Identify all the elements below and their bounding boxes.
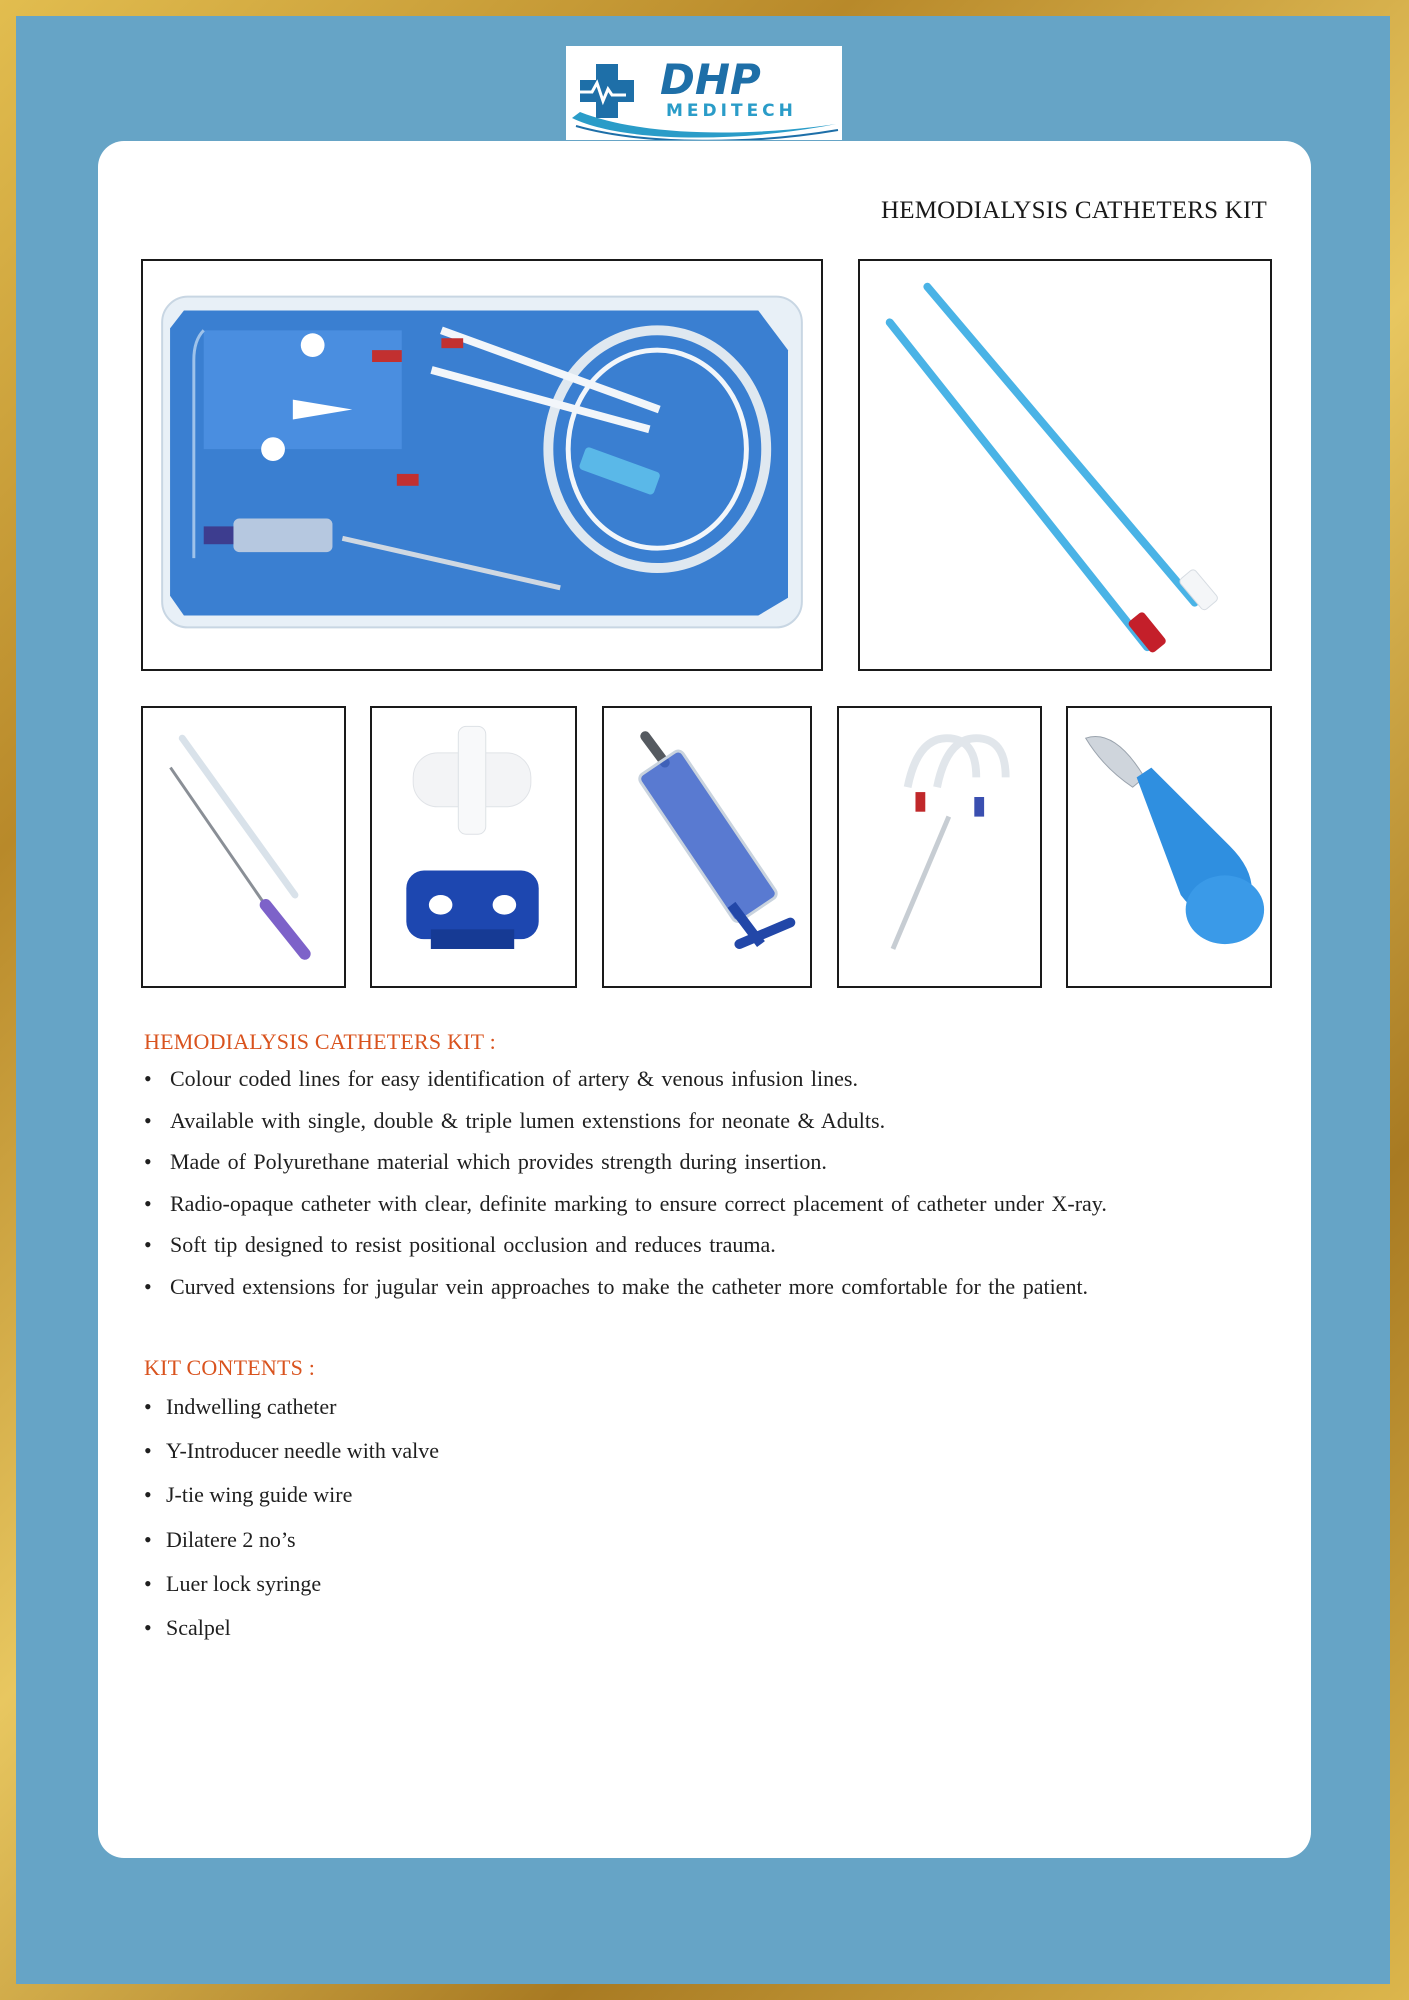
list-item: • Radio-opaque catheter with clear, definite marking to ensure correct placement of catheter under X-ray.	[144, 1190, 1107, 1216]
bullet: •	[144, 1438, 152, 1464]
kit-contents-list	[144, 1394, 844, 1659]
bullet: •	[144, 1482, 152, 1508]
list-item: • Luer lock syringe	[144, 1570, 322, 1596]
dilator-rods-image	[858, 259, 1272, 671]
list-item: • Curved extensions for jugular vein approaches to make the catheter more comfortable for the patient.	[144, 1273, 1089, 1299]
brand-logo	[566, 46, 842, 140]
list-item: • Made of Polyurethane material which provides strength during insertion.	[144, 1149, 827, 1175]
bullet: •	[144, 1190, 152, 1216]
bullet: •	[144, 1232, 152, 1258]
list-item: • Y-Introducer needle with valve	[144, 1438, 440, 1464]
list-item: • Soft tip designed to resist positional occlusion and reduces trauma.	[144, 1232, 776, 1258]
bullet: •	[144, 1526, 152, 1552]
list-item: • Indwelling catheter	[144, 1394, 337, 1419]
brand-tagline: MEDITECH	[666, 101, 797, 121]
feature-list	[144, 1066, 1264, 1316]
list-item: • Scalpel	[144, 1614, 231, 1640]
content-card	[98, 141, 1311, 1858]
scalpel-image	[1066, 706, 1272, 988]
list-item: • J-tie wing guide wire	[144, 1482, 353, 1508]
bullet: •	[144, 1066, 152, 1091]
brand-name: DHP	[660, 55, 761, 104]
kit-contents-heading: KIT CONTENTS :	[144, 1355, 316, 1380]
introducer-needle-image	[141, 706, 346, 988]
list-item: • Dilatere 2 no’s	[144, 1526, 296, 1552]
bullet: •	[144, 1149, 152, 1175]
list-item: • Colour coded lines for easy identification of artery & venous infusion lines.	[144, 1066, 858, 1091]
bullet: •	[144, 1107, 152, 1133]
features-heading: HEMODIALYSIS CATHETERS KIT :	[144, 1029, 496, 1054]
page-title: HEMODIALYSIS CATHETERS KIT	[880, 197, 1267, 224]
double-lumen-catheter-image	[837, 706, 1042, 988]
luer-lock-syringe-image	[602, 706, 812, 988]
medical-cross-logo-icon	[566, 46, 842, 140]
fixation-wing-clamp-image	[370, 706, 577, 988]
bullet: •	[144, 1273, 152, 1299]
bullet: •	[144, 1394, 152, 1419]
list-item: • Available with single, double & triple lumen extenstions for neonate & Adults.	[144, 1107, 886, 1133]
catheter-kit-tray-image	[141, 259, 823, 671]
bullet: •	[144, 1570, 152, 1596]
bullet: •	[144, 1614, 152, 1640]
